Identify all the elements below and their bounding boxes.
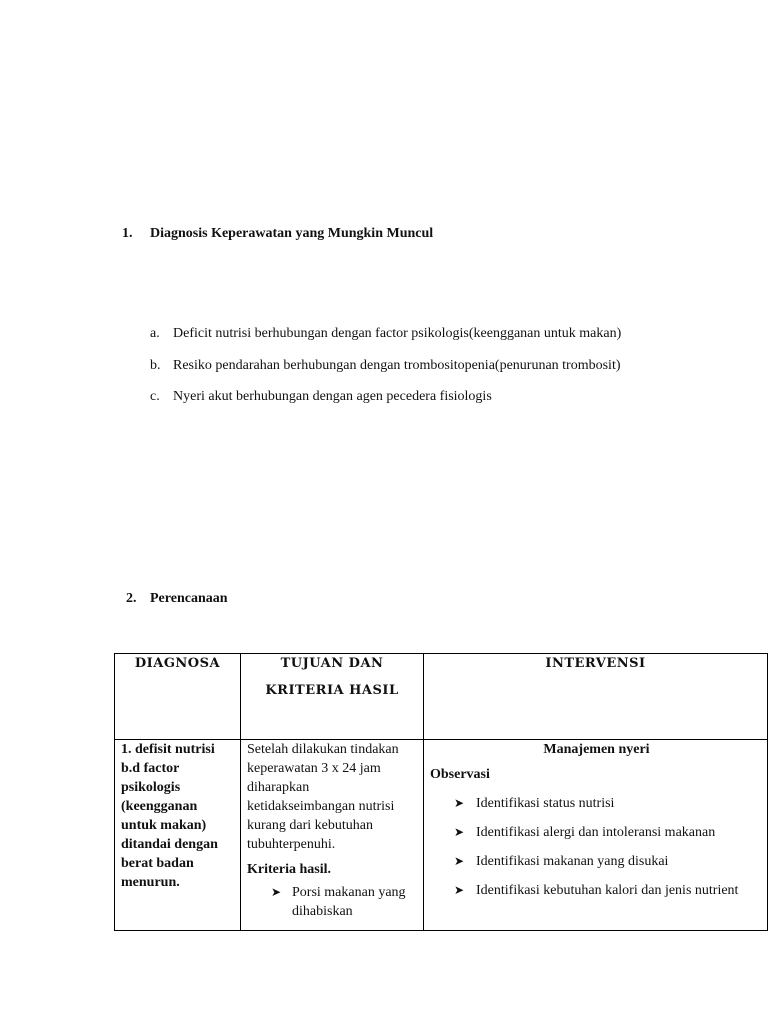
observasi-item-text: Identifikasi makanan yang disukai [476, 854, 669, 869]
header-diagnosa [115, 654, 241, 740]
cell-tujuan [241, 740, 424, 931]
observasi-item-text: Identifikasi status nutrisi [476, 796, 615, 811]
arrow-bullet-icon: ➤ [454, 883, 465, 897]
observasi-title: Observasi [430, 767, 490, 782]
diagnosis-item-text: Deficit nutrisi berhubungan dengan factor psikologis(keengganan untuk makan) [173, 326, 622, 341]
diagnosis-item-text: Nyeri akut berhubungan dengan agen pecedera fisiologis [173, 389, 492, 404]
section1-title: Diagnosis Keperawatan yang Mungkin Muncul [150, 226, 434, 241]
header-intervensi-label: INTERVENSI [545, 656, 646, 671]
arrow-bullet-icon: ➤ [454, 796, 465, 810]
table-header-row [115, 654, 768, 740]
intervensi-title: Manajemen nyeri [543, 742, 650, 757]
kriteria-item-text: Porsi makanan yang dihabiskan [292, 885, 406, 919]
observasi-item-text: Identifikasi alergi dan intoleransi makanan [476, 825, 716, 840]
cell-intervensi [424, 740, 768, 931]
cell-diagnosa [115, 740, 241, 931]
table-row [115, 740, 768, 931]
diagnosis-item-letter: c. [150, 389, 160, 404]
diagnosis-item-c [150, 389, 492, 405]
header-diagnosa-label: DIAGNOSA [134, 656, 221, 671]
kriteria-title: Kriteria hasil. [247, 862, 331, 877]
arrow-bullet-icon: ➤ [271, 885, 282, 899]
diagnosa-text: 1. defisit nutrisi b.d factor psikologis (keengganan untuk makan) ditandai dengan berat badan menurun. [121, 742, 218, 890]
header-tujuan-line1: TUJUAN DAN [280, 656, 384, 671]
list-item [430, 823, 763, 842]
diagnosis-item-text: Resiko pendarahan berhubungan dengan trombositopenia(penurunan trombosit) [173, 358, 621, 373]
diagnosis-item-a [150, 326, 621, 342]
list-item [430, 881, 763, 900]
arrow-bullet-icon: ➤ [454, 854, 465, 868]
header-tujuan-line2: KRITERIA HASIL [265, 683, 399, 698]
section2-number: 2. [126, 591, 137, 606]
list-item [430, 794, 763, 813]
header-intervensi [424, 654, 768, 740]
section1-number: 1. [122, 226, 133, 241]
kriteria-item [247, 883, 419, 921]
header-tujuan [241, 654, 424, 740]
arrow-bullet-icon: ➤ [454, 825, 465, 839]
observasi-item-text: Identifikasi kebutuhan kalori dan jenis nutrient [476, 883, 739, 898]
planning-table [114, 653, 768, 931]
diagnosis-item-letter: b. [150, 358, 161, 373]
tujuan-text: Setelah dilakukan tindakan keperawatan 3 x 24 jam diharapkan ketidakseimbangan nutrisi kurang dari kebutuhan tubuhterpenuhi. [247, 742, 399, 852]
diagnosis-item-letter: a. [150, 326, 160, 341]
diagnosis-item-b [150, 358, 621, 374]
list-item [430, 852, 763, 871]
section2-title: Perencanaan [150, 591, 228, 606]
